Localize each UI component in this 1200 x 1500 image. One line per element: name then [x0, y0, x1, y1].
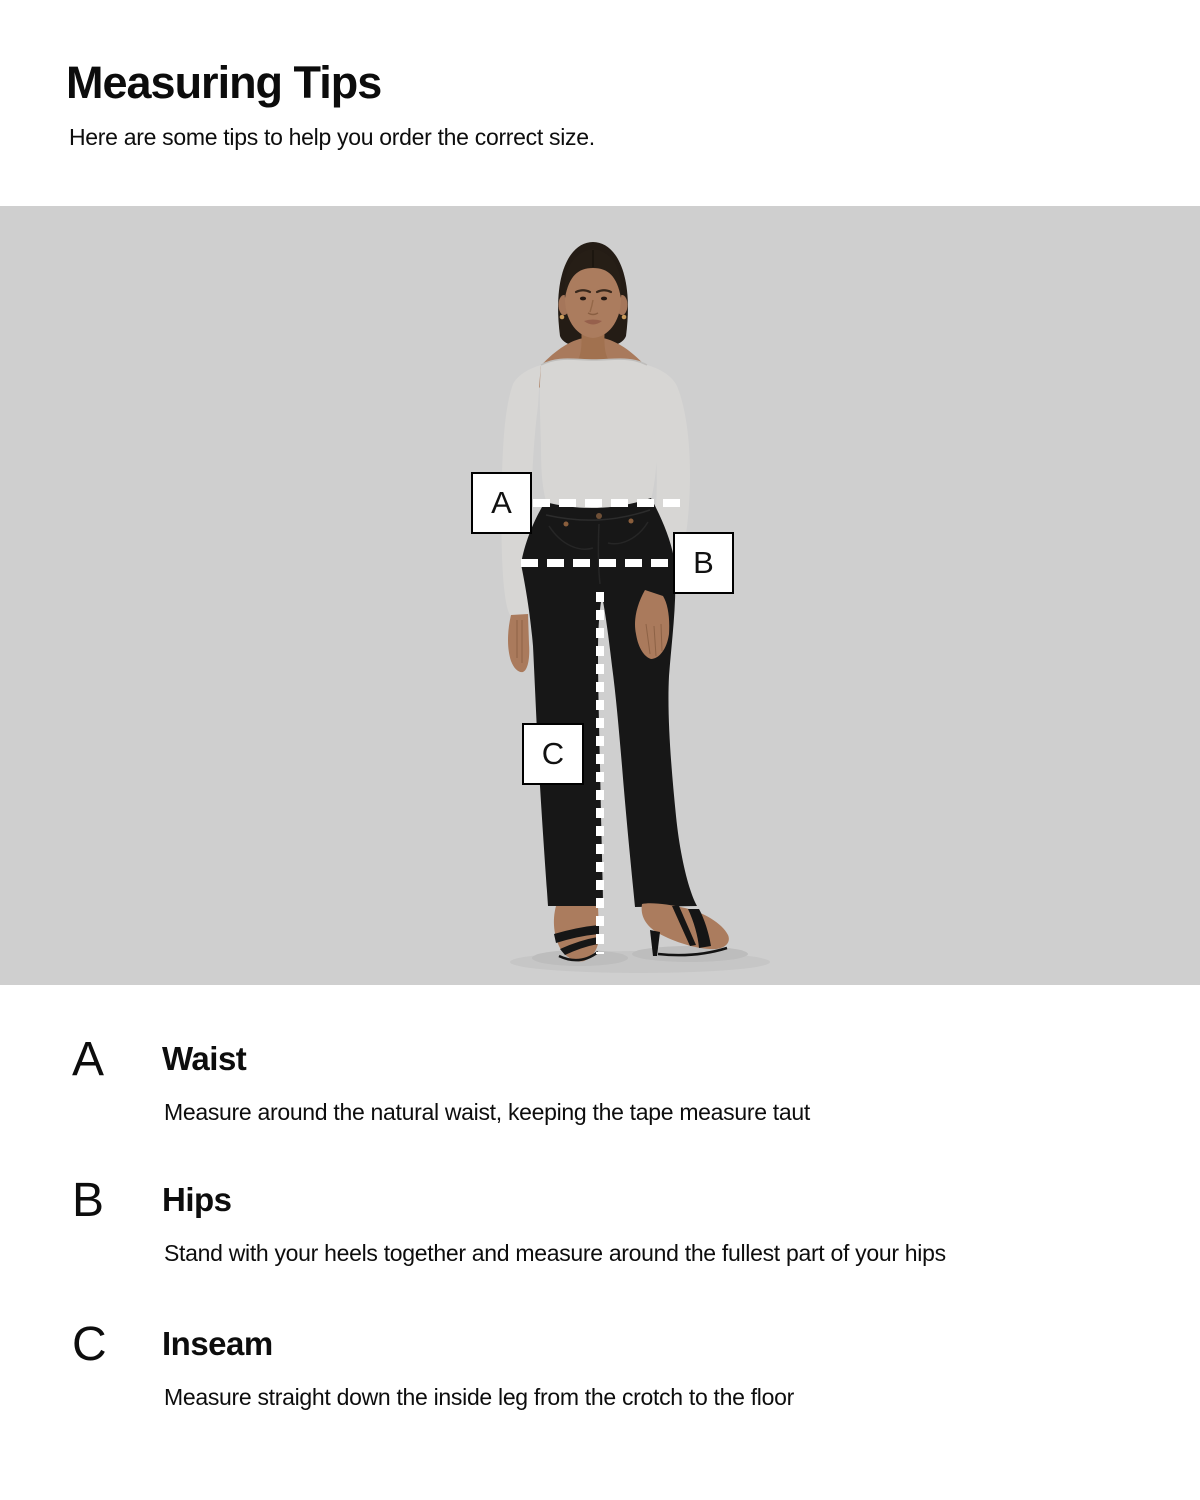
- tip-description-hips: Stand with your heels together and measure around the fullest part of your hips: [164, 1240, 946, 1266]
- tip-section-hips: [0, 1174, 1200, 1307]
- model-figure: [501, 242, 728, 961]
- tip-letter-b: B: [72, 1174, 105, 1227]
- page-title: Measuring Tips: [66, 57, 382, 108]
- tip-section-waist: [0, 1033, 1200, 1166]
- page-subtitle: Here are some tips to help you order the correct size.: [69, 124, 595, 150]
- tip-letter-a: A: [72, 1033, 105, 1086]
- marker-letter-b: B: [693, 545, 714, 580]
- floor-shadow: [510, 946, 770, 973]
- size-guide-photo: [0, 206, 1200, 985]
- tip-description-inseam: Measure straight down the inside leg from the crotch to the floor: [164, 1384, 794, 1410]
- marker-box-a: [471, 472, 532, 534]
- tip-section-inseam: [0, 1318, 1200, 1451]
- marker-letter-c: C: [541, 736, 565, 771]
- marker-box-b: [673, 532, 734, 594]
- inseam-measure-line: [596, 592, 604, 954]
- waist-measure-line: [533, 499, 689, 507]
- tip-title-inseam: Inseam: [162, 1325, 273, 1362]
- tip-letter-c: C: [72, 1318, 107, 1371]
- marker-box-c: [522, 723, 584, 785]
- tip-description-waist: Measure around the natural waist, keeping the tape measure taut: [164, 1099, 810, 1125]
- marker-letter-a: A: [491, 485, 512, 520]
- tip-title-hips: Hips: [162, 1181, 232, 1218]
- tip-title-waist: Waist: [162, 1040, 247, 1077]
- hips-measure-line: [521, 559, 673, 567]
